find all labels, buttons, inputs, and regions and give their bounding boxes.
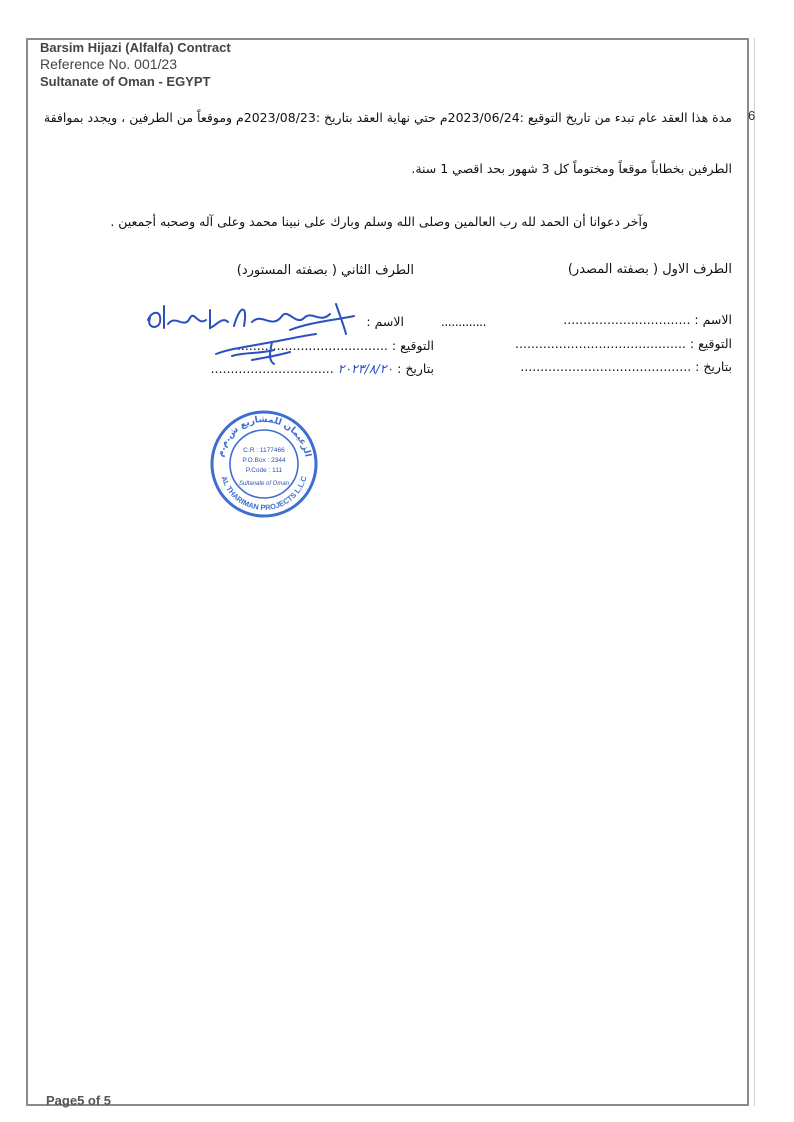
clause-text-line-2: الطرفين بخطاباً موقعاً ومختوماً كل 3 شهور بحد اقصي 1 سنة. (411, 161, 732, 176)
contract-title: Barsim Hijazi (Alfalfa) Contract (40, 40, 231, 55)
second-party-date-dots: ............................... (210, 361, 334, 376)
first-party-date-label: بتاريخ : (695, 359, 732, 374)
first-party-date-dots: ........................................... (520, 359, 692, 374)
first-party-signature-label: التوقيع : (689, 336, 732, 351)
second-party-name-label-wrap (366, 314, 404, 329)
first-party-name-label: الاسم : (694, 312, 732, 327)
handwritten-signature-mark (212, 330, 322, 366)
second-party-name-label: الاسم : (366, 314, 404, 329)
second-party-date-label: بتاريخ : (397, 361, 434, 376)
first-party-name-dots: ................................ (563, 312, 691, 327)
closing-prayer: وآخر دعوانا أن الحمد لله رب العالمين وصلى الله وسلم وبارك على نبينا محمد وعلى آله وصحبه أجمعين . (110, 214, 648, 229)
page-frame (26, 38, 749, 1106)
second-party-title: الطرف الثاني ( بصفته المستورد) (236, 263, 414, 278)
first-party-name-row (563, 312, 732, 327)
page-frame-right-line (754, 38, 755, 1106)
second-party-name-dots: ............. (440, 314, 486, 329)
country-line: Sultanate of Oman - EGYPT (40, 74, 211, 89)
first-party-date-row (520, 359, 732, 374)
first-party-signature-row (515, 336, 732, 351)
first-party-title: الطرف الاول ( بصفته المصدر) (567, 262, 732, 277)
reference-number: Reference No. 001/23 (40, 56, 177, 72)
second-party-signature-dots: ...................................... (236, 338, 388, 353)
clause-number: 6 (748, 108, 756, 123)
second-party-date-value: ٢٠٢٣/٨/٢٠ (337, 361, 394, 376)
stamp-ring-english: AL THARIMAN PROJECTS L.L.C (219, 474, 309, 513)
second-party-signature-label: التوقيع : (391, 338, 434, 353)
page-number: Page5 of 5 (46, 1093, 112, 1108)
clause-text-line-1: مدة هذا العقد عام تبدء من تاريخ التوقيع :2023/06/24م حتي نهاية العقد بتاريخ :2023/08/23م وموقعاً من الطرفين ، ويجدد بموافقة (43, 110, 732, 125)
stamp-pcode: P.Code : 111 (245, 467, 283, 474)
second-party-name-row (441, 314, 486, 329)
company-seal-stamp (206, 408, 322, 518)
stamp-ring-arabic: الزعيمان للمشاريع ش.م.م (215, 414, 313, 458)
first-party-signature-dots: ........................................... (515, 336, 686, 351)
document-header (40, 39, 231, 90)
stamp-country: Sultanate of Oman (238, 481, 290, 487)
stamp-cr: C.R : 1177466 (243, 447, 285, 454)
stamp-pobox: P.O.Box : 2344 (242, 457, 286, 464)
